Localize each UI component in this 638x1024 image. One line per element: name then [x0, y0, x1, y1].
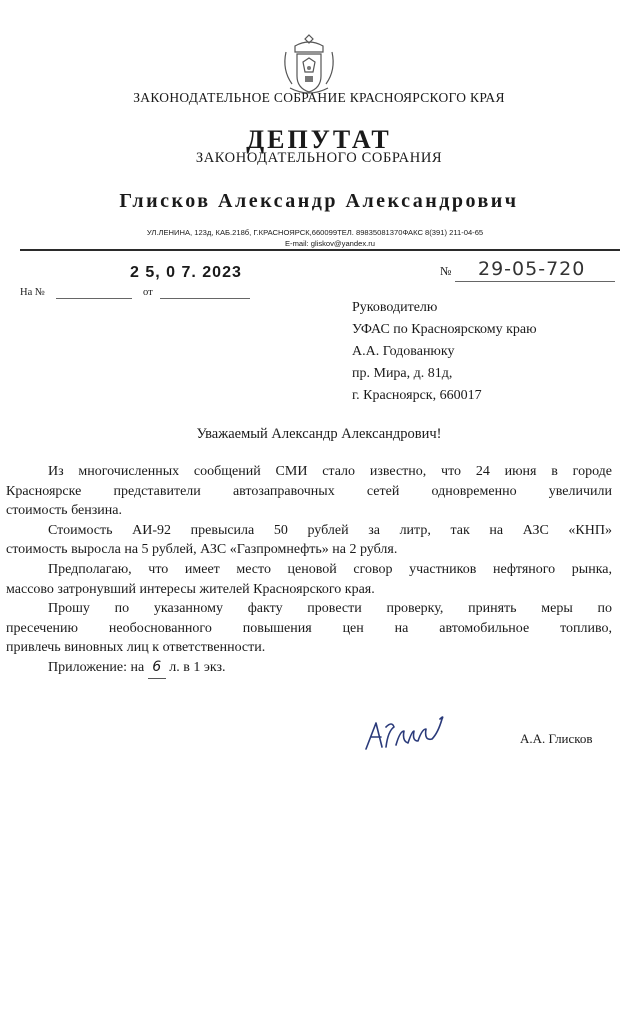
paragraph-4 — [6, 599, 612, 658]
body-line: массово затронувший интересы жителей Красноярского края. — [6, 581, 375, 597]
header-divider — [20, 249, 620, 251]
outgoing-number-line — [455, 281, 615, 282]
outgoing-number: 29-05-720 — [478, 258, 586, 280]
attachment-prefix: Приложение: на — [48, 659, 145, 675]
paragraph-3 — [6, 560, 612, 599]
deputy-name: Глисков Александр Александрович — [119, 190, 519, 212]
ref-number-line — [56, 298, 132, 299]
signer-name: А.А. Глисков — [520, 731, 593, 746]
body-line: Из многочисленных сообщений СМИ стало известно, что 24 июня в городе — [48, 464, 612, 479]
ref-from-label: от — [143, 287, 153, 298]
contact-address: УЛ.ЛЕНИНА, 123д, КАБ.218б, Г.КРАСНОЯРСК,660099ТЕЛ. 89835081370ФАКС 8(391) 211-04-65 — [146, 228, 484, 237]
attachment-line — [44, 658, 612, 679]
body-line: привлечь виновных лиц к ответственности. — [6, 640, 266, 656]
ref-label: На № — [20, 287, 45, 298]
outgoing-number-label: № — [440, 264, 452, 278]
body-line: Прошу по указанному факту провести проверку, принять меры по — [48, 601, 612, 617]
attachment-pages: 6 — [148, 658, 166, 679]
recipient-line: Руководителю — [352, 300, 438, 315]
paragraph-1 — [6, 462, 612, 521]
letterhead-title: ДЕПУТАТ — [246, 125, 392, 154]
recipient-line: А.А. Годованюку — [352, 344, 455, 359]
paragraph-2 — [6, 521, 612, 560]
letter-body — [6, 462, 612, 679]
body-line: Красноярске представители автозаправочных сетей одновременно увеличили — [6, 483, 612, 499]
body-line: пресечению необоснованного повышения цен на автомобильное топливо, — [6, 620, 612, 636]
letterhead-subtitle: ЗАКОНОДАТЕЛЬНОГО СОБРАНИЯ — [195, 150, 443, 166]
body-line: Предполагаю, что имеет место ценовой сговор участников нефтяного рынка, — [48, 561, 612, 577]
date-stamp: 2 5, 0 7. 2023 — [130, 264, 242, 281]
body-line: стоимость выросла на 5 рублей, АЗС «Газпромнефть» на 2 рубля. — [6, 542, 398, 558]
recipient-line: пр. Мира, д. 81д, — [352, 366, 453, 381]
salutation: Уважаемый Александр Александрович! — [196, 426, 442, 442]
attachment-suffix: л. в 1 экз. — [169, 659, 226, 675]
ref-date-line — [160, 298, 250, 299]
handwritten-signature — [362, 715, 462, 755]
recipient-line: УФАС по Красноярскому краю — [352, 322, 537, 337]
body-line: стоимость бензина. — [6, 503, 122, 519]
body-line: Стоимость АИ-92 превысила 50 рублей за литр, так на АЗС «КНП» — [48, 522, 612, 538]
organization-name: ЗАКОНОДАТЕЛЬНОЕ СОБРАНИЕ КРАСНОЯРСКОГО КРАЯ — [133, 90, 505, 105]
recipient-block — [352, 297, 537, 407]
coat-of-arms-icon — [280, 32, 338, 98]
contact-email: E-mail: gliskov@yandex.ru — [284, 239, 375, 248]
recipient-line: г. Красноярск, 660017 — [352, 388, 482, 403]
